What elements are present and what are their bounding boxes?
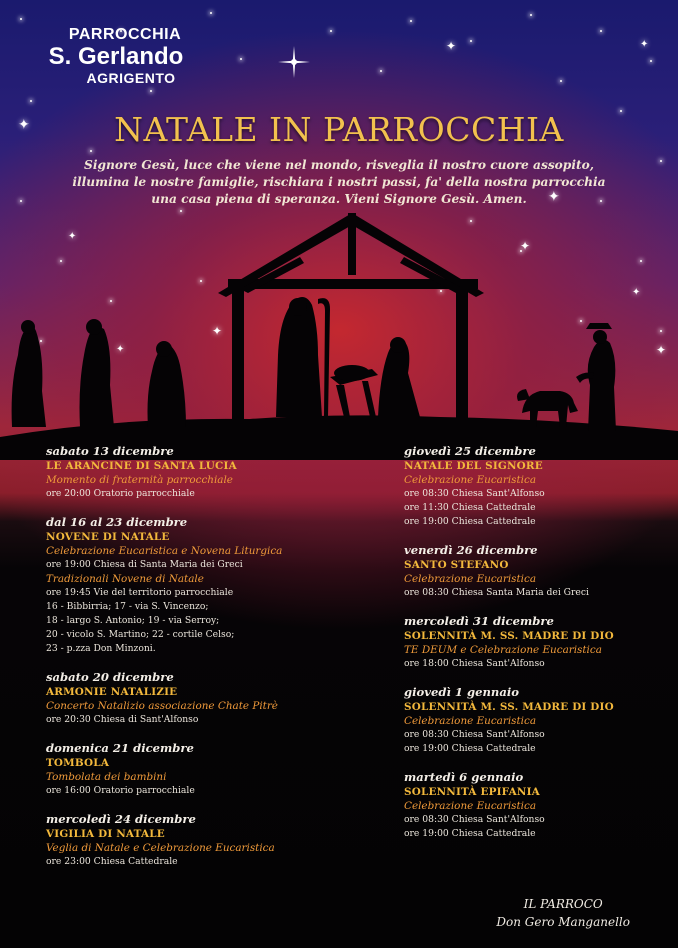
event-name: SOLENNITÀ EPIFANIA: [404, 786, 540, 798]
signature-role: IL PARROCO: [523, 897, 603, 911]
event-date: dal 16 al 23 dicembre: [46, 515, 188, 529]
event-detail: ore 20:00 Oratorio parrocchiale: [46, 488, 195, 499]
star-dot: [330, 30, 332, 32]
event-name: ARMONIE NATALIZIE: [46, 686, 178, 698]
star-dot: [560, 80, 562, 82]
star-dot: [380, 70, 382, 72]
event-subtitle: Celebrazione Eucaristica: [404, 800, 537, 812]
event-name: VIGILIA DI NATALE: [46, 828, 165, 840]
star-dot: [90, 150, 92, 152]
event-block: [404, 770, 664, 841]
event-detail: 20 - vicolo S. Martino; 22 - cortile Celso;: [46, 629, 235, 640]
event-block: [404, 614, 664, 671]
star-dot: [600, 30, 602, 32]
nativity-silhouette: [0, 205, 678, 460]
sparkle-star-icon: ✦: [548, 189, 560, 205]
signature-name: Don Gero Manganello: [496, 915, 630, 929]
star-dot: [210, 12, 212, 14]
event-subtitle: Tombolata dei bambini: [46, 771, 167, 783]
event-detail: ore 20:30 Chiesa di Sant'Alfonso: [46, 714, 199, 725]
event-detail: ore 08:30 Chiesa Santa Maria dei Greci: [404, 587, 589, 598]
logo-line-2: S. Gerlando: [48, 43, 184, 70]
star-dot: [660, 160, 662, 162]
parish-logo: [26, 26, 206, 86]
event-block: [46, 670, 356, 727]
event-date: domenica 21 dicembre: [46, 741, 194, 755]
event-detail: 18 - largo S. Antonio; 19 - via Serroy;: [46, 615, 220, 626]
sparkle-star-icon: ✦: [212, 324, 223, 338]
sparkle-star-icon: ✦: [68, 231, 77, 242]
event-subtitle: Tradizionali Novene di Natale: [46, 573, 204, 585]
event-block: [404, 543, 664, 600]
sparkle-star-icon: ✦: [656, 343, 667, 357]
event-detail: ore 19:00 Chiesa di Santa Maria dei Greci: [46, 559, 243, 570]
event-date: mercoledì 24 dicembre: [46, 812, 196, 826]
event-subtitle: Celebrazione Eucaristica: [404, 715, 537, 727]
event-date: martedì 6 gennaio: [404, 770, 524, 784]
star-dot: [410, 20, 412, 22]
event-date: mercoledì 31 dicembre: [404, 614, 554, 628]
event-block: [404, 444, 664, 529]
event-detail: ore 19:00 Chiesa Cattedrale: [404, 828, 536, 839]
star-dot: [530, 14, 532, 16]
event-detail: 16 - Bibbirria; 17 - via S. Vincenzo;: [46, 601, 209, 612]
event-name: SOLENNITÀ M. SS. MADRE DI DIO: [404, 701, 614, 713]
program-right-column: [404, 444, 664, 855]
sparkle-star-icon: ✦: [116, 344, 125, 355]
event-date: sabato 20 dicembre: [46, 670, 174, 684]
sparkle-star-icon: ✦: [632, 287, 641, 298]
event-name: TOMBOLA: [46, 757, 110, 769]
star-dot: [240, 58, 242, 60]
event-block: [46, 444, 356, 501]
sparkle-star-icon: ✦: [446, 39, 457, 53]
comet-star-icon: [278, 46, 310, 78]
event-detail: ore 08:30 Chiesa Sant'Alfonso: [404, 729, 545, 740]
sparkle-star-icon: ✦: [640, 39, 649, 50]
logo-line-1: PARROCCHIA: [68, 26, 182, 43]
event-name: SOLENNITÀ M. SS. MADRE DI DIO: [404, 630, 614, 642]
star-dot: [30, 100, 32, 102]
event-subtitle: Concerto Natalizio associazione Chate Pitrè: [46, 700, 278, 712]
event-block: [46, 741, 356, 798]
event-detail: ore 19:00 Chiesa Cattedrale: [404, 743, 536, 754]
logo-line-3: AGRIGENTO: [86, 70, 176, 86]
event-block: [46, 812, 356, 869]
signature-block: [496, 895, 630, 931]
event-detail: ore 19:45 Vie del territorio parrocchiale: [46, 587, 234, 598]
event-date: giovedì 25 dicembre: [404, 444, 536, 458]
event-detail: ore 08:30 Chiesa Sant'Alfonso: [404, 488, 545, 499]
event-detail: 23 - p.zza Don Minzoni.: [46, 643, 156, 654]
event-subtitle: Veglia di Natale e Celebrazione Eucaristica: [46, 842, 275, 854]
program-left-column: [46, 444, 356, 883]
event-date: giovedì 1 gennaio: [404, 685, 519, 699]
event-name: LE ARANCINE DI SANTA LUCIA: [46, 460, 237, 472]
event-subtitle: Celebrazione Eucaristica: [404, 474, 537, 486]
event-name: NOVENE DI NATALE: [46, 531, 170, 543]
event-detail: ore 08:30 Chiesa Sant'Alfonso: [404, 814, 545, 825]
event-subtitle: Momento di fraternità parrocchiale: [46, 474, 233, 486]
star-dot: [150, 90, 152, 92]
event-name: SANTO STEFANO: [404, 559, 509, 571]
event-block: [404, 685, 664, 756]
star-dot: [20, 200, 22, 202]
event-block: [46, 515, 356, 656]
sparkle-star-icon: ✦: [18, 117, 30, 133]
event-subtitle: Celebrazione Eucaristica: [404, 573, 537, 585]
event-detail: ore 23:00 Chiesa Cattedrale: [46, 856, 178, 867]
prayer-text: Signore Gesù, luce che viene nel mondo, risveglia il nostro cuore assopito, illumina le nostre famiglie, rischiara i nostri passi, fa' della nostra parrocchia una casa piena di speranza. Vieni Signore Gesù. Amen.: [72, 158, 606, 206]
event-detail: ore 19:00 Chiesa Cattedrale: [404, 516, 536, 527]
star-dot: [470, 40, 472, 42]
event-name: NATALE DEL SIGNORE: [404, 460, 543, 472]
event-detail: ore 18:00 Chiesa Sant'Alfonso: [404, 658, 545, 669]
event-subtitle: TE DEUM e Celebrazione Eucaristica: [404, 644, 602, 656]
event-date: venerdì 26 dicembre: [404, 543, 538, 557]
star-dot: [20, 18, 22, 20]
sparkle-star-icon: ✦: [520, 239, 531, 253]
event-date: sabato 13 dicembre: [46, 444, 174, 458]
event-detail: ore 16:00 Oratorio parrocchiale: [46, 785, 195, 796]
event-detail: ore 11:30 Chiesa Cattedrale: [404, 502, 536, 513]
page-title: NATALE IN PARROCCHIA: [114, 110, 564, 149]
star-dot: [650, 60, 652, 62]
event-subtitle: Celebrazione Eucaristica e Novena Liturgica: [46, 545, 283, 557]
